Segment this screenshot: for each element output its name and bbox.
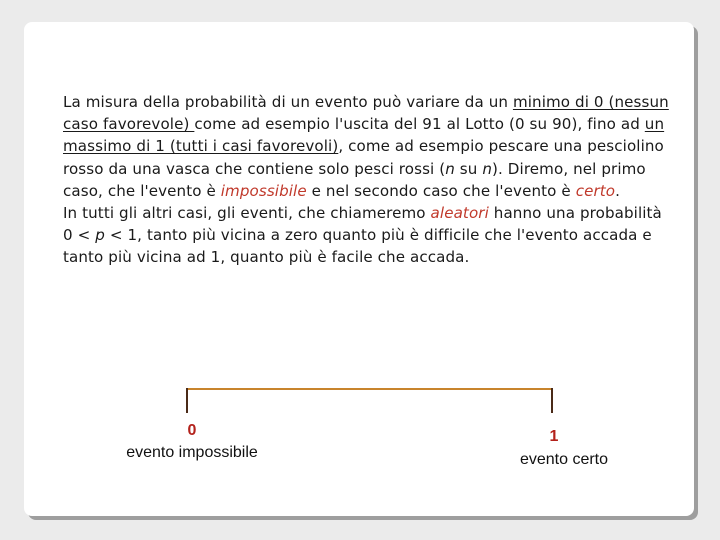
p1-text-e: , come ad esempio pescare una pesciolino rosso da una vasca che contiene solo pesci rossi ( — [63, 137, 664, 178]
paragraph-2 — [54, 202, 674, 269]
scale-label-impossible: evento impossibile — [126, 444, 258, 461]
term-impossibile: impossibile — [220, 181, 307, 200]
p1-n-italic: n — [445, 159, 455, 178]
p1-text-a: La misura della probabilità di un evento può variare da un — [63, 93, 513, 111]
term-aleatori: aleatori — [430, 204, 489, 223]
paragraph-1 — [54, 91, 674, 202]
p1-text-c: come ad esempio l'uscita del 91 al Lotto (0 su 90), fino ad — [194, 115, 645, 134]
p1-text-f: su — [454, 159, 483, 178]
p1-n-italic-2: n — [482, 159, 493, 178]
scale-label-certain: evento certo — [519, 451, 609, 468]
p1-text-i: . — [615, 181, 621, 200]
p1-massimo-underlined: un massimo di 1 (tutti i casi favorevoli) — [63, 115, 665, 156]
scale-value-one: 1 — [549, 428, 559, 445]
p2-text-a: In tutti gli altri casi, gli eventi, che chiameremo — [63, 204, 431, 223]
term-certo: certo — [575, 181, 616, 200]
p2-text-c: < 1, tanto più vicina a zero quanto più è difficile che l'evento accada e tanto più vicina ad 1, quanto più è facile che accada. — [63, 226, 652, 267]
p2-text-b: hanno una probabilità 0 < — [63, 204, 662, 245]
scale-value-zero: 0 — [187, 422, 197, 439]
scale-tick-right — [551, 388, 553, 413]
p1-text-g: ). Diremo, nel primo caso, che l'evento è — [63, 159, 646, 200]
content-text — [54, 91, 674, 269]
p2-p-italic: p — [95, 226, 105, 245]
probability-scale-line — [187, 388, 553, 390]
scale-tick-left — [186, 388, 188, 413]
p1-minimo-underlined: minimo di 0 (nessun caso favorevole) — [63, 93, 669, 134]
p1-text-h: e nel secondo caso che l'evento è — [306, 181, 576, 200]
